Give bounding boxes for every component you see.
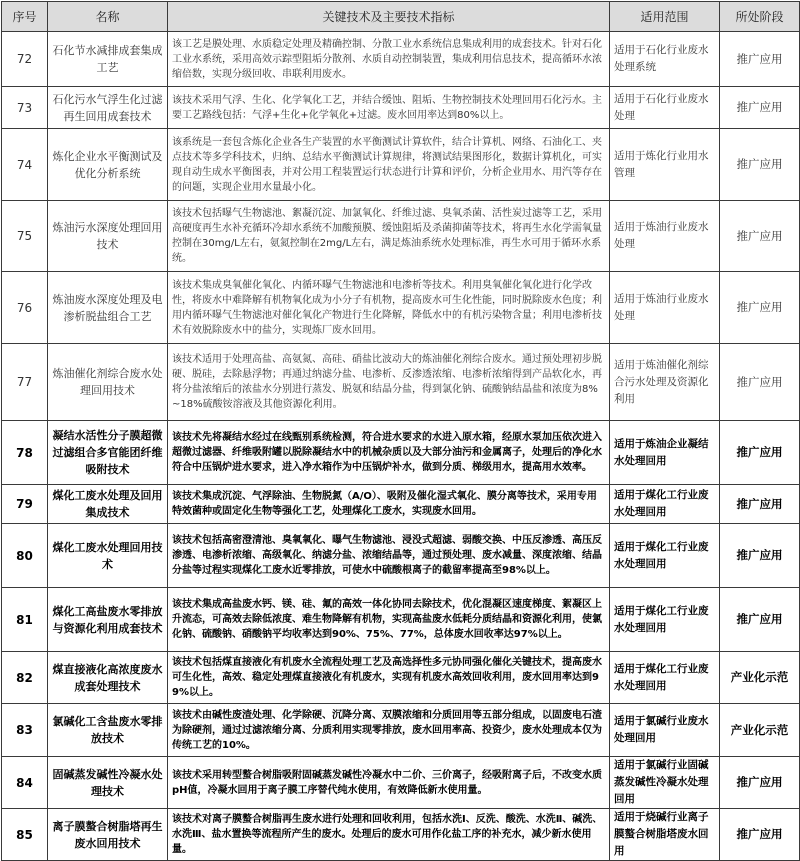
row-num: 83 — [2, 704, 48, 757]
table-row — [2, 344, 800, 421]
row-stage: 产业化示范 — [720, 704, 800, 757]
row-name: 煤化工废水处理及回用集成技术 — [48, 485, 168, 524]
row-desc: 该技术先将凝结水经过在线甄别系统检测，符合进水要求的水进入原水箱，经原水泵加压依次进入超微过滤器、纤维吸附罐以脱除凝结水中的机械杂质以及大部分油污和金属离子，处理后的净化水符合中压锅炉进水要求，进入净水箱作为中压锅炉补水，做到分质、梯级用水，提高用水效率。 — [168, 421, 610, 485]
row-num: 75 — [2, 201, 48, 272]
table-row — [2, 201, 800, 272]
row-name: 氯碱化工含盐废水零排放技术 — [48, 704, 168, 757]
row-scope: 适用于煤化工行业废水处理回用 — [610, 485, 720, 524]
row-name: 石化节水减排成套集成工艺 — [48, 32, 168, 87]
row-name: 炼化企业水平衡测试及优化分析系统 — [48, 129, 168, 201]
row-stage: 推广应用 — [720, 201, 800, 272]
table-row — [2, 809, 800, 861]
row-stage: 推广应用 — [720, 809, 800, 861]
row-scope: 适用于石化行业废水处理系统 — [610, 32, 720, 87]
table-row — [2, 485, 800, 524]
header-stage: 所处阶段 — [720, 2, 800, 32]
row-scope: 适用于石化行业废水处理 — [610, 87, 720, 129]
row-name: 凝结水活性分子膜超微过滤组合多官能团纤维吸附技术 — [48, 421, 168, 485]
header-scope: 适用范围 — [610, 2, 720, 32]
row-desc: 该工艺是膜处理、水质稳定处理及精确控制、分散工业水系统信息集成利用的成套技术。针对石化工业水系统，采用高效示踪型阻垢分散剂、水质自动控制装置，集成利用信息技术，提高循环水浓缩倍数，实现分级回收、串联利用废水。 — [168, 32, 610, 87]
table-row — [2, 704, 800, 757]
row-scope: 适用于炼油企业凝结水处理回用 — [610, 421, 720, 485]
table-row — [2, 421, 800, 485]
header-desc: 关键技术及主要技术指标 — [168, 2, 610, 32]
row-scope: 适用于氯碱行业固碱蒸发碱性冷凝水处理回用 — [610, 757, 720, 809]
table-row — [2, 652, 800, 704]
row-stage: 推广应用 — [720, 757, 800, 809]
row-desc: 该技术包括高密澄清池、臭氧氧化、曝气生物滤池、浸没式超滤、弱酸交换、中压反渗透、高压反渗透、电渗析浓缩、高级氧化、纳滤分盐、浓缩结晶等，通过预处理、废水减量、深度浓缩、结晶分盐等过程实现煤化工废水近零排放，可使水中硫酸根离子的截留率提高至98%以上。 — [168, 524, 610, 588]
row-stage: 推广应用 — [720, 129, 800, 201]
row-num: 72 — [2, 32, 48, 87]
table-row — [2, 87, 800, 129]
row-desc: 该技术包括煤直接液化有机废水全流程处理工艺及高选择性多元协同强化催化关键技术，提高废水可生化性，高效、稳定处理煤直接液化有机废水，实现有机废水高效回收利用，废水回用率达到99%以上。 — [168, 652, 610, 704]
row-scope: 适用于炼化行业用水管理 — [610, 129, 720, 201]
row-num: 82 — [2, 652, 48, 704]
table-row — [2, 524, 800, 588]
row-desc: 该技术采用气浮、生化、化学氧化工艺，并结合缓蚀、阻垢、生物控制技术处理回用石化污水。主要工艺路线包括：气浮+生化+化学氧化+过滤。废水回用率达到80%以上。 — [168, 87, 610, 129]
row-stage: 推广应用 — [720, 588, 800, 652]
table-row — [2, 757, 800, 809]
table-row — [2, 129, 800, 201]
row-scope: 适用于煤化工行业废水处理回用 — [610, 588, 720, 652]
row-desc: 该技术由碱性废渣处理、化学除硬、沉降分离、双膜浓缩和分质回用等五部分组成，以固废电石渣为除硬剂，通过过滤浓缩分离、分质利用实现零排放，废水回用率高、投资少，废水处理成本仅为传统工艺的10%。 — [168, 704, 610, 757]
row-num: 79 — [2, 485, 48, 524]
row-scope: 适用于煤化工行业废水处理回用 — [610, 524, 720, 588]
header-num: 序号 — [2, 2, 48, 32]
row-num: 85 — [2, 809, 48, 861]
row-scope: 适用于炼油催化剂综合污水处理及资源化利用 — [610, 344, 720, 421]
row-stage: 推广应用 — [720, 485, 800, 524]
row-stage: 产业化示范 — [720, 652, 800, 704]
row-name: 炼油废水深度处理及电渗析脱盐组合工艺 — [48, 272, 168, 344]
row-num: 74 — [2, 129, 48, 201]
table-body — [2, 32, 800, 861]
row-desc: 该技术对离子膜螯合树脂再生废水进行处理和回收利用，包括水洗Ⅰ、反洗、酸洗、水洗Ⅱ、碱洗、水洗Ⅲ、盐水置换等流程所产生的废水。处理后的废水可用作化盐工序的补充水，减少新水使用量。 — [168, 809, 610, 861]
table-row — [2, 32, 800, 87]
row-scope: 适用于氯碱行业废水处理回用 — [610, 704, 720, 757]
header-name: 名称 — [48, 2, 168, 32]
row-stage: 推广应用 — [720, 421, 800, 485]
row-name: 煤直接液化高浓度废水成套处理技术 — [48, 652, 168, 704]
row-name: 石化污水气浮生化过滤再生回用成套技术 — [48, 87, 168, 129]
row-scope: 适用于炼油行业废水处理 — [610, 272, 720, 344]
row-desc: 该技术集成高盐废水钙、镁、硅、氟的高效一体化协同去除技术，优化混凝区速度梯度、絮凝区上升流态，可高效去除低浓度、难生物降解有机物，实现高盐废水低耗分质结晶和资源化利用，使氯化钠、硫酸钠、硝酸钠平均收率达到90%、75%、77%，总体废水回收率达97%以上。 — [168, 588, 610, 652]
row-desc: 该技术包括曝气生物滤池、絮凝沉淀、加氯氧化、纤维过滤、臭氧杀菌、活性炭过滤等工艺，采用高硬度再生水补充循环冷却水系统不加酸预膜、缓蚀阻垢及杀菌抑菌等技术，将再生水化学需氧量控制在30mg/L左右，氨氮控制在2mg/L左右，满足炼油系统水处理标准，再生水可用于循环水系统。 — [168, 201, 610, 272]
table-row — [2, 588, 800, 652]
row-stage: 推广应用 — [720, 272, 800, 344]
row-scope: 适用于烧碱行业离子膜螯合树脂塔废水回用 — [610, 809, 720, 861]
row-num: 80 — [2, 524, 48, 588]
row-stage: 推广应用 — [720, 344, 800, 421]
table-row — [2, 272, 800, 344]
row-num: 77 — [2, 344, 48, 421]
technology-catalog-table — [1, 1, 800, 861]
row-desc: 该系统是一套包含炼化企业各生产装置的水平衡测试计算软件，结合计算机、网络、石油化工、夹点技术等多学科技术，归纳、总结水平衡测试计算规律，将测试结果图形化，数据计算机化，可实现自动生成水平衡图表，并对公用工程装置运行状态进行计算和评价，分析企业用水、用汽等存在的问题，实现企业用水量最小化。 — [168, 129, 610, 201]
row-name: 炼油催化剂综合废水处理回用技术 — [48, 344, 168, 421]
row-num: 84 — [2, 757, 48, 809]
row-desc: 该技术集成臭氧催化氧化、内循环曝气生物滤池和电渗析等技术。利用臭氧催化氧化进行化学改性，将废水中难降解有机物氧化成为小分子有机物，提高废水可生化性能，同时脱除废水色度；利用内循环曝气生物滤池对催化氧化产物进行生化降解，降低水中的有机污染物含量；利用电渗析技术有效脱除废水中的盐分，实现炼厂废水回用。 — [168, 272, 610, 344]
row-name: 离子膜螯合树脂塔再生废水回用技术 — [48, 809, 168, 861]
row-name: 炼油污水深度处理回用技术 — [48, 201, 168, 272]
row-scope: 适用于炼油行业废水处理 — [610, 201, 720, 272]
row-scope: 适用于煤化工行业废水处理回用 — [610, 652, 720, 704]
row-num: 76 — [2, 272, 48, 344]
table-header-row — [2, 2, 800, 32]
row-stage: 推广应用 — [720, 87, 800, 129]
row-desc: 该技术集成沉淀、气浮除油、生物脱氮（A/O）、吸附及催化湿式氧化、膜分离等技术，采用专用特效菌种或固定化生物等强化工艺，处理煤化工废水，实现废水回用。 — [168, 485, 610, 524]
row-name: 煤化工高盐废水零排放与资源化利用成套技术 — [48, 588, 168, 652]
row-desc: 该技术适用于处理高盐、高氨氮、高硅、硝盐比波动大的炼油催化剂综合废水。通过预处理初步脱硬、脱硅，去除悬浮物；再通过纳滤分盐、电渗析、反渗透浓缩、电渗析浓缩得到产品软化水，再将分盐浓缩后的浓盐水分别进行蒸发、脱氨和结晶分盐，得到氯化钠、硫酸钠结晶盐和浓度为8%~18%硫酸铵溶液及其他资源化利用。 — [168, 344, 610, 421]
row-name: 煤化工废水处理回用技术 — [48, 524, 168, 588]
row-name: 固碱蒸发碱性冷凝水处理技术 — [48, 757, 168, 809]
row-stage: 推广应用 — [720, 32, 800, 87]
row-desc: 该技术采用转型螯合树脂吸附固碱蒸发碱性冷凝水中二价、三价离子，经吸附离子后，不改变水质pH值，冷凝水回用于离子膜工序替代纯水使用，有效降低新水使用量。 — [168, 757, 610, 809]
row-stage: 推广应用 — [720, 524, 800, 588]
row-num: 73 — [2, 87, 48, 129]
row-num: 78 — [2, 421, 48, 485]
row-num: 81 — [2, 588, 48, 652]
